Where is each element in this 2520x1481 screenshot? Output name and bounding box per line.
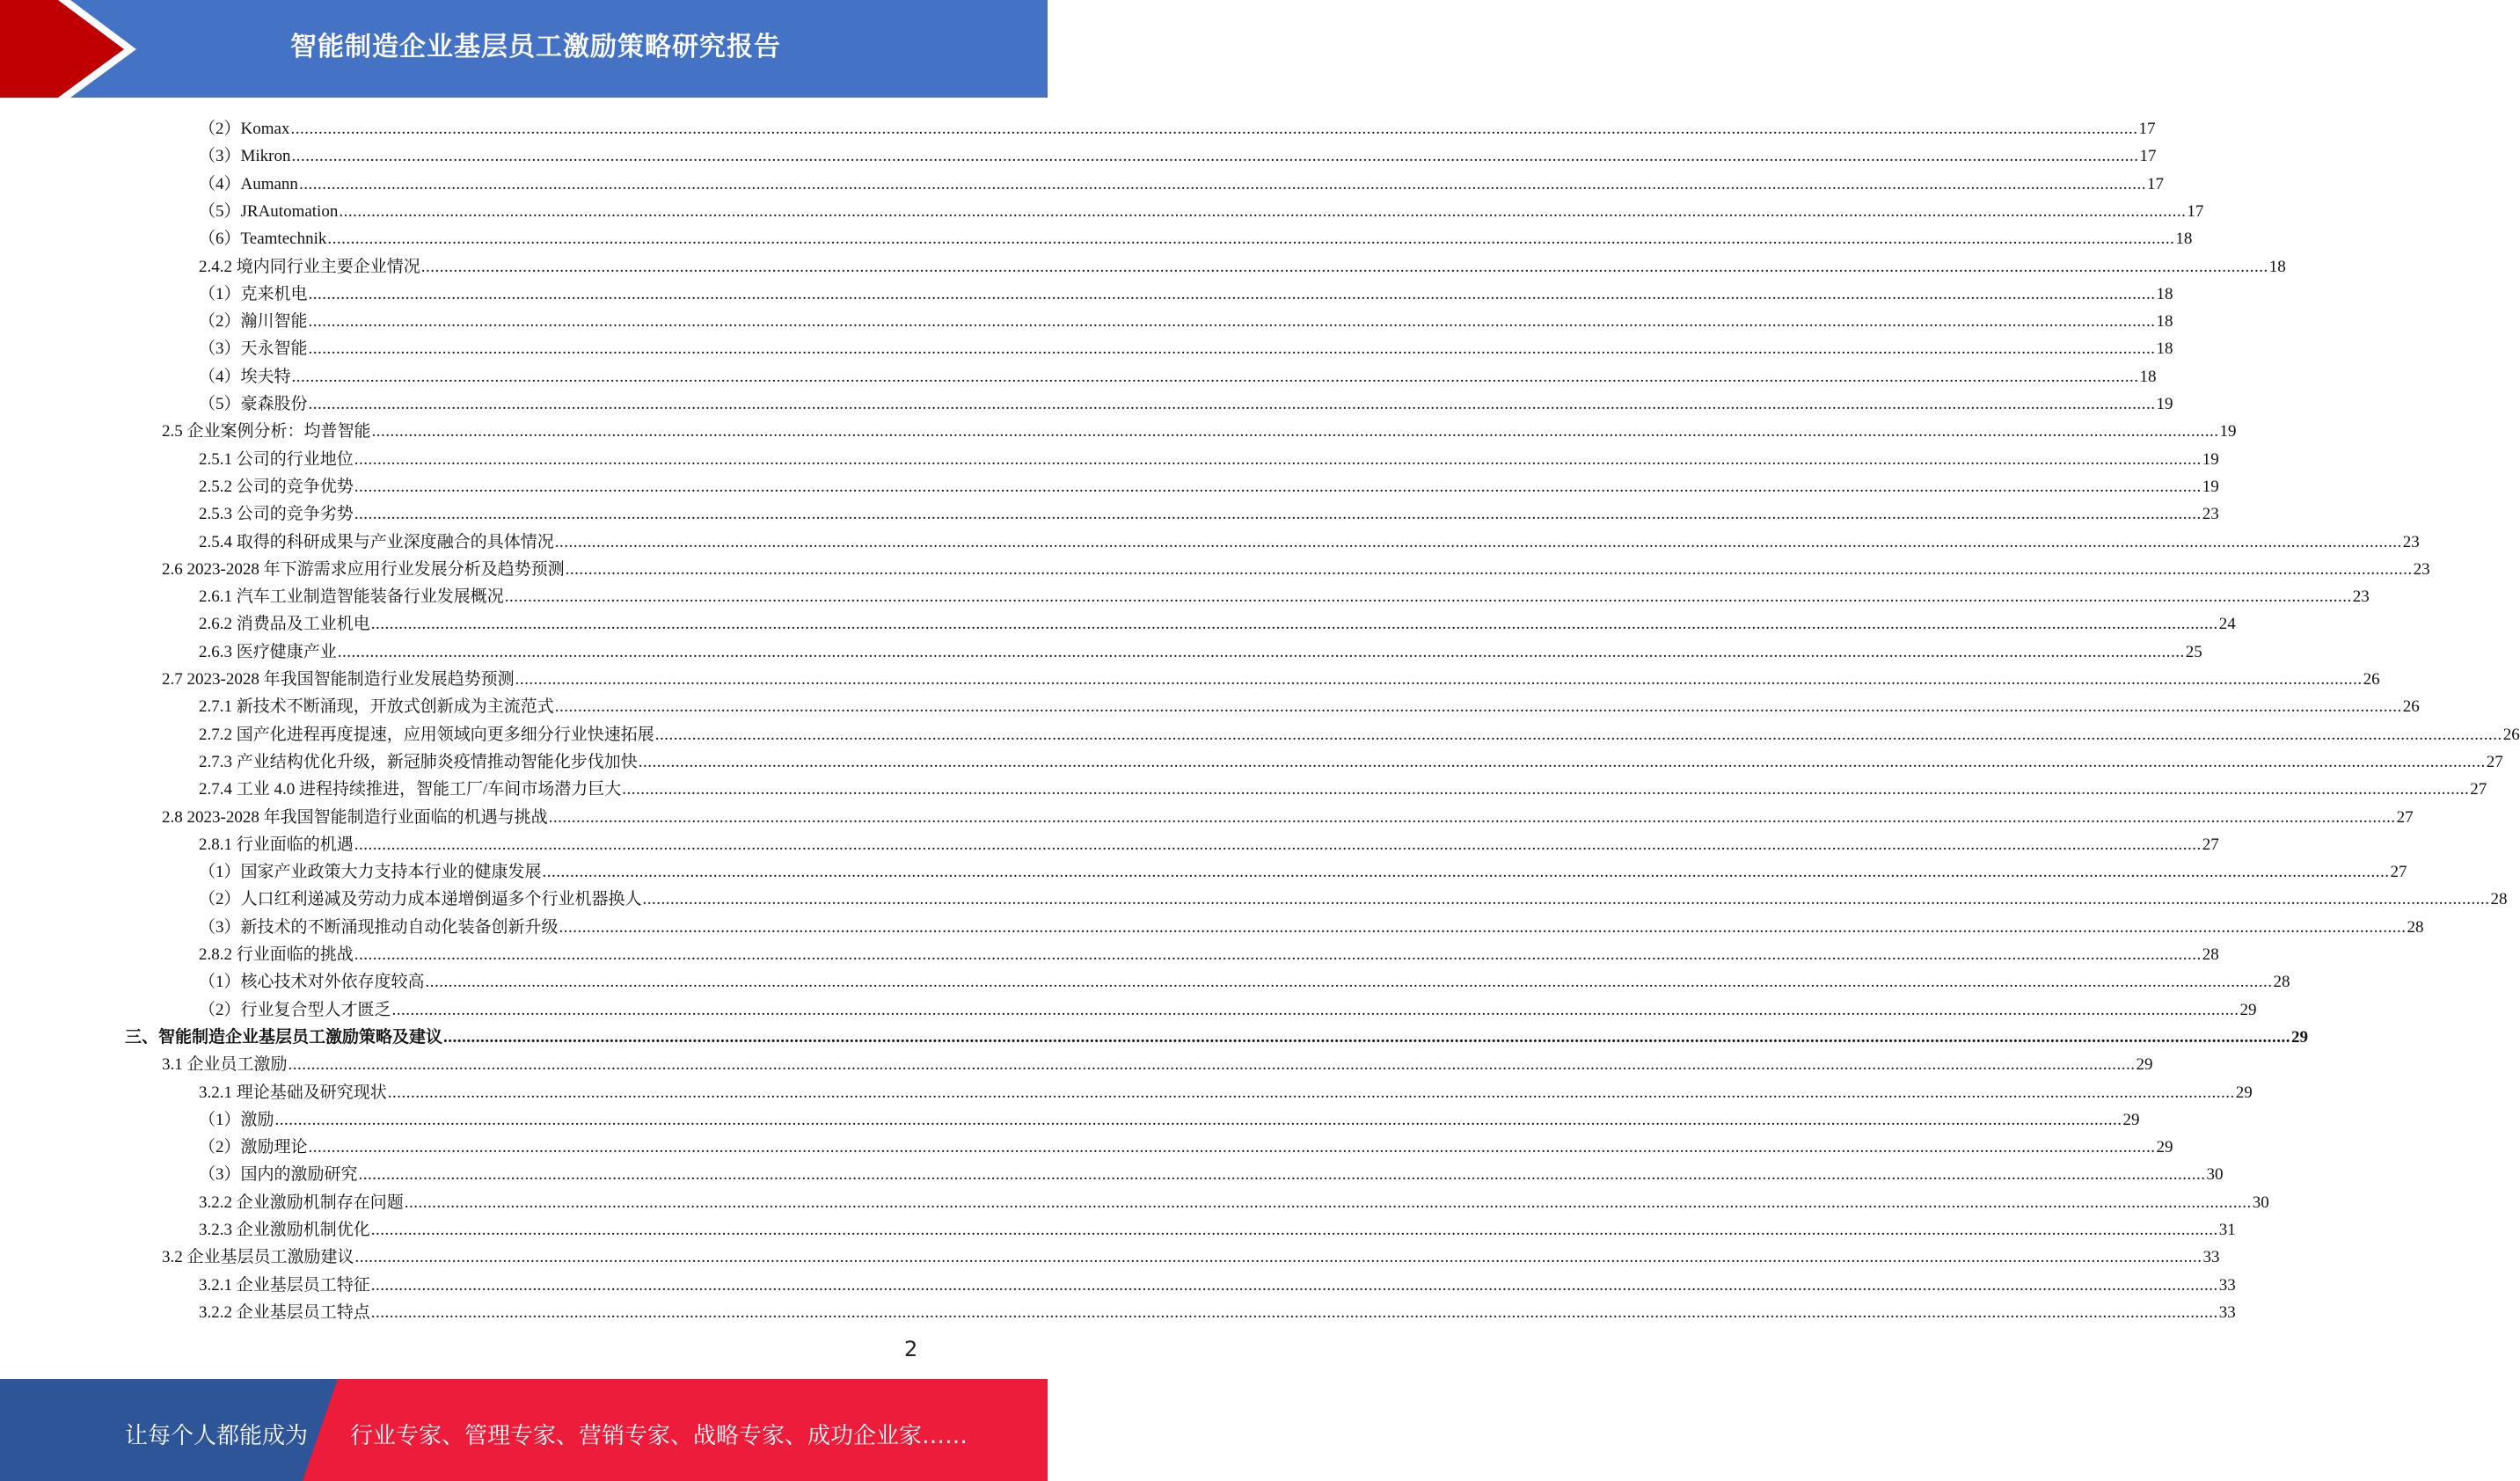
toc-entry-page: 17	[2146, 174, 2164, 193]
toc-entry-title: （2）行业复合型人才匮乏	[199, 1000, 391, 1019]
header-title: 智能制造企业基层员工激励策略研究报告	[290, 32, 781, 62]
toc-leader-dots: ................................................................................................................................................................................................................................................................................................................................................................................................................	[370, 1275, 2218, 1295]
toc-entry[interactable]	[199, 471, 2219, 498]
header-red-arrow	[0, 0, 124, 98]
toc-entry-title: （2）激励理论	[199, 1138, 308, 1157]
toc-entry-page: 19	[2156, 395, 2173, 413]
toc-entry[interactable]	[199, 498, 2219, 525]
toc-entry-title: 3.2.1 企业基层员工特征	[199, 1275, 370, 1295]
toc-entry[interactable]	[199, 1158, 2224, 1186]
toc-entry-page: 30	[2252, 1193, 2269, 1212]
toc-leader-dots: ................................................................................................................................................................................................................................................................................................................................................................................................................	[337, 642, 2185, 661]
toc-leader-dots: ................................................................................................................................................................................................................................................................................................................................................................................................................	[308, 1138, 2156, 1157]
toc-entry[interactable]	[199, 251, 2286, 278]
toc-entry-title: 3.2.1 理论基础及研究现状	[199, 1083, 387, 1102]
toc-entry[interactable]	[162, 1241, 2220, 1268]
toc-entry-page: 26	[2402, 697, 2420, 717]
toc-entry-title: （3）新技术的不断涌现推动自动化装备创新升级	[199, 917, 559, 937]
toc-entry-page: 28	[2273, 973, 2290, 992]
toc-entry-page: 27	[2202, 835, 2219, 854]
toc-leader-dots: ................................................................................................................................................................................................................................................................................................................................................................................................................	[354, 1248, 2202, 1267]
toc-entry-page: 29	[2239, 1000, 2257, 1019]
toc-entry-title: 2.5.1 公司的行业地位	[199, 449, 354, 469]
toc-leader-dots: ................................................................................................................................................................................................................................................................................................................................................................................................................	[358, 1165, 2206, 1185]
toc-entry[interactable]	[199, 636, 2202, 663]
toc-entry[interactable]	[199, 690, 2420, 718]
toc-leader-dots: ................................................................................................................................................................................................................................................................................................................................................................................................................	[554, 532, 2402, 551]
toc-leader-dots: ................................................................................................................................................................................................................................................................................................................................................................................................................	[308, 395, 2156, 413]
toc-entry-page: 29	[2136, 1055, 2153, 1075]
toc-leader-dots: ................................................................................................................................................................................................................................................................................................................................................................................................................	[559, 917, 2407, 937]
toc-entry-page: 18	[2156, 284, 2173, 303]
toc-entry[interactable]	[199, 1214, 2236, 1241]
toc-entry-title: 2.8.1 行业面临的机遇	[199, 835, 354, 854]
toc-leader-dots: ................................................................................................................................................................................................................................................................................................................................................................................................................	[370, 1302, 2218, 1322]
toc-entry-title: 2.4.2 境内同行业主要企业情况	[199, 257, 420, 276]
toc-entry[interactable]	[199, 719, 2520, 746]
toc-leader-dots: ................................................................................................................................................................................................................................................................................................................................................................................................................	[565, 559, 2413, 579]
toc-entry-title: 3.2.3 企业激励机制优化	[199, 1221, 370, 1239]
toc-entry-page: 27	[2486, 752, 2503, 771]
toc-entry-page: 23	[2413, 559, 2430, 579]
toc-entry-page: 18	[2139, 367, 2157, 386]
toc-entry-title: （2）人口红利递减及劳动力成本递增倒逼多个行业机器换人	[199, 890, 642, 909]
toc-leader-dots: ................................................................................................................................................................................................................................................................................................................................................................................................................	[291, 367, 2139, 386]
toc-entry-title: 2.5 企业案例分析：均普智能	[162, 422, 371, 441]
toc-entry-page: 17	[2139, 147, 2157, 166]
toc-leader-dots: ................................................................................................................................................................................................................................................................................................................................................................................................................	[308, 284, 2156, 303]
toc-leader-dots: ................................................................................................................................................................................................................................................................................................................................................................................................................	[354, 835, 2202, 854]
toc-entry[interactable]	[199, 883, 2508, 910]
toc-leader-dots: ................................................................................................................................................................................................................................................................................................................................................................................................................	[420, 257, 2268, 276]
toc-entry-page: 28	[2490, 890, 2508, 909]
toc-leader-dots: ................................................................................................................................................................................................................................................................................................................................................................................................................	[515, 670, 2363, 689]
toc-entry[interactable]	[125, 1021, 2309, 1048]
toc-entry[interactable]	[199, 1186, 2269, 1214]
toc-entry-page: 26	[2502, 725, 2520, 744]
toc-entry[interactable]	[199, 828, 2219, 856]
toc-leader-dots: ................................................................................................................................................................................................................................................................................................................................................................................................................	[288, 1055, 2136, 1075]
toc-leader-dots: ................................................................................................................................................................................................................................................................................................................................................................................................................	[642, 890, 2490, 909]
toc-entry-page: 33	[2218, 1302, 2236, 1322]
toc-entry[interactable]	[199, 113, 2156, 140]
toc-leader-dots: ................................................................................................................................................................................................................................................................................................................................................................................................................	[554, 697, 2402, 717]
toc-leader-dots: ................................................................................................................................................................................................................................................................................................................................................................................................................	[308, 312, 2156, 332]
toc-leader-dots: ................................................................................................................................................................................................................................................................................................................................................................................................................	[354, 505, 2202, 524]
toc-entry-page: 19	[2202, 449, 2219, 469]
toc-entry-title: 3.2.2 企业基层员工特点	[199, 1302, 370, 1322]
toc-leader-dots: ................................................................................................................................................................................................................................................................................................................................................................................................................	[548, 807, 2396, 827]
toc-entry[interactable]	[199, 608, 2236, 635]
toc-entry[interactable]	[199, 388, 2173, 415]
toc-entry[interactable]	[199, 966, 2290, 993]
toc-entry[interactable]	[199, 140, 2157, 167]
toc-leader-dots: ................................................................................................................................................................................................................................................................................................................................................................................................................	[387, 1083, 2235, 1102]
toc-entry[interactable]	[199, 994, 2257, 1021]
toc-entry[interactable]	[162, 553, 2430, 580]
toc-entry-title: 2.6 2023-2028 年下游需求应用行业发展分析及趋势预测	[162, 559, 565, 579]
toc-entry-title: （1）克来机电	[199, 284, 308, 303]
toc-entry[interactable]	[162, 415, 2237, 442]
toc-entry[interactable]	[199, 332, 2173, 360]
toc-leader-dots: ................................................................................................................................................................................................................................................................................................................................................................................................................	[370, 1221, 2218, 1239]
toc-entry[interactable]	[199, 1104, 2140, 1131]
page-footer	[0, 1379, 1048, 1481]
toc-leader-dots: ................................................................................................................................................................................................................................................................................................................................................................................................................	[290, 120, 2138, 138]
toc-entry[interactable]	[199, 443, 2219, 471]
toc-leader-dots: ................................................................................................................................................................................................................................................................................................................................................................................................................	[404, 1193, 2252, 1212]
toc-entry-title: 2.8.2 行业面临的挑战	[199, 945, 354, 964]
footer-right-text: 行业专家、管理专家、营销专家、战略专家、成功企业家……	[350, 1423, 968, 1449]
toc-entry[interactable]	[162, 801, 2414, 828]
toc-entry-title: 3.1 企业员工激励	[162, 1055, 288, 1075]
toc-entry-title: （5）豪森股份	[199, 395, 308, 413]
toc-entry[interactable]	[199, 223, 2193, 250]
toc-entry-page: 19	[2219, 422, 2237, 441]
toc-entry-title: （6）Teamtechnik	[199, 230, 327, 249]
footer-left-text: 让每个人都能成为	[125, 1423, 309, 1449]
toc-entry-title: 2.7.3 产业结构优化升级，新冠肺炎疫情推动智能化步伐加快	[199, 752, 638, 771]
toc-entry-title: 2.7.4 工业 4.0 进程持续推进，智能工厂/车间市场潜力巨大	[199, 780, 622, 799]
toc-leader-dots: ................................................................................................................................................................................................................................................................................................................................................................................................................	[274, 1110, 2122, 1129]
toc-entry[interactable]	[199, 856, 2407, 883]
toc-entry[interactable]	[199, 1269, 2236, 1296]
toc-entry-title: 3.2.2 企业激励机制存在问题	[199, 1193, 404, 1212]
toc-leader-dots: ................................................................................................................................................................................................................................................................................................................................................................................................................	[638, 752, 2486, 771]
toc-entry-title: 2.5.4 取得的科研成果与产业深度融合的具体情况	[199, 532, 554, 551]
toc-entry-title: 2.5.3 公司的竞争劣势	[199, 505, 354, 524]
toc-leader-dots: ................................................................................................................................................................................................................................................................................................................................................................................................................	[504, 587, 2352, 607]
toc-entry[interactable]	[199, 361, 2157, 388]
toc-entry-title: 2.6.1 汽车工业制造智能装备行业发展概况	[199, 587, 504, 607]
toc-entry[interactable]	[199, 911, 2424, 938]
toc-entry-page: 29	[2122, 1110, 2140, 1129]
toc-leader-dots: ................................................................................................................................................................................................................................................................................................................................................................................................................	[308, 339, 2156, 359]
toc-entry-page: 33	[2202, 1248, 2220, 1267]
toc-entry-title: （1）国家产业政策大力支持本行业的健康发展	[199, 863, 542, 882]
toc-leader-dots: ................................................................................................................................................................................................................................................................................................................................................................................................................	[339, 201, 2187, 221]
toc-entry-title: （3）Mikron	[199, 147, 291, 166]
toc-entry-title: 三、智能制造企业基层员工激励策略及建议	[125, 1027, 443, 1047]
toc-entry-page: 33	[2218, 1275, 2236, 1295]
toc-entry-page: 29	[2235, 1083, 2253, 1102]
toc-entry-page: 17	[2187, 201, 2204, 221]
toc-entry-title: （3）天永智能	[199, 339, 308, 359]
toc-entry[interactable]	[199, 1131, 2173, 1158]
toc-entry-title: 2.7.2 国产化进程再度提速，应用领域向更多细分行业快速拓展	[199, 725, 654, 744]
toc-entry-page: 27	[2396, 807, 2414, 827]
toc-leader-dots: ................................................................................................................................................................................................................................................................................................................................................................................................................	[327, 230, 2175, 249]
toc-leader-dots: ................................................................................................................................................................................................................................................................................................................................................................................................................	[654, 725, 2502, 744]
toc-entry-title: （1）激励	[199, 1110, 274, 1129]
toc-leader-dots: ................................................................................................................................................................................................................................................................................................................................................................................................................	[291, 147, 2139, 166]
toc-entry-page: 29	[2156, 1138, 2173, 1157]
toc-leader-dots: ................................................................................................................................................................................................................................................................................................................................................................................................................	[542, 863, 2390, 882]
toc-entry-title: （2）瀚川智能	[199, 312, 308, 332]
toc-entry-page: 31	[2218, 1221, 2236, 1239]
toc-entry[interactable]	[199, 305, 2173, 332]
toc-entry-page: 23	[2352, 587, 2370, 607]
toc-entry-page: 30	[2206, 1165, 2224, 1185]
toc-entry-page: 28	[2202, 945, 2219, 964]
toc-entry-title: （5）JRAutomation	[199, 201, 339, 221]
toc-leader-dots: ................................................................................................................................................................................................................................................................................................................................................................................................................	[354, 945, 2202, 964]
toc-entry-title: 2.7.1 新技术不断涌现，开放式创新成为主流范式	[199, 697, 554, 717]
toc-leader-dots: ................................................................................................................................................................................................................................................................................................................................................................................................................	[391, 1000, 2239, 1019]
toc-leader-dots: ................................................................................................................................................................................................................................................................................................................................................................................................................	[298, 174, 2146, 193]
toc-entry-title: 2.6.2 消费品及工业机电	[199, 615, 370, 634]
toc-entry[interactable]	[199, 580, 2370, 608]
page-header	[0, 0, 1048, 98]
toc-entry[interactable]	[199, 195, 2204, 223]
toc-entry-title: 2.7 2023-2028 年我国智能制造行业发展趋势预测	[162, 670, 515, 689]
toc-entry-page: 26	[2363, 670, 2380, 689]
toc-entry-title: （4）埃夫特	[199, 367, 291, 386]
toc-leader-dots: ................................................................................................................................................................................................................................................................................................................................................................................................................	[443, 1027, 2291, 1047]
toc-entry-page: 24	[2218, 615, 2236, 634]
toc-leader-dots: ................................................................................................................................................................................................................................................................................................................................................................................................................	[354, 449, 2202, 469]
toc-entry-page: 27	[2470, 780, 2487, 799]
toc-entry-title: 2.8 2023-2028 年我国智能制造行业面临的机遇与挑战	[162, 807, 548, 827]
toc-entry[interactable]	[199, 1076, 2253, 1104]
toc-entry-page: 23	[2402, 532, 2420, 551]
toc-entry[interactable]	[199, 168, 2164, 195]
toc-entry-page: 17	[2138, 120, 2156, 138]
toc-entry[interactable]	[199, 773, 2487, 800]
toc-entry-title: 3.2 企业基层员工激励建议	[162, 1248, 354, 1267]
toc-entry-title: （1）核心技术对外依存度较高	[199, 973, 425, 992]
toc-entry[interactable]	[199, 278, 2173, 305]
toc-entry-page: 19	[2202, 477, 2219, 496]
toc-entry-page: 18	[2268, 257, 2286, 276]
toc-entry-page: 18	[2156, 312, 2173, 332]
toc-entry-title: 2.6.3 医疗健康产业	[199, 642, 337, 661]
toc-entry-title: 2.5.2 公司的竞争优势	[199, 477, 354, 496]
toc-entry-page: 23	[2202, 505, 2219, 524]
toc-leader-dots: ................................................................................................................................................................................................................................................................................................................................................................................................................	[371, 422, 2219, 441]
toc-entry-page: 27	[2390, 863, 2407, 882]
toc-leader-dots: ................................................................................................................................................................................................................................................................................................................................................................................................................	[622, 780, 2470, 799]
toc-entry-page: 25	[2185, 642, 2202, 661]
toc-entry[interactable]	[199, 746, 2503, 773]
page-number: 2	[904, 1337, 918, 1361]
toc-entry-page: 18	[2175, 230, 2193, 249]
toc-entry-title: （3）国内的激励研究	[199, 1165, 358, 1185]
toc-leader-dots: ................................................................................................................................................................................................................................................................................................................................................................................................................	[354, 477, 2202, 496]
toc-entry-title: （2）Komax	[199, 120, 290, 138]
toc-entry[interactable]	[199, 938, 2219, 966]
toc-entry[interactable]	[162, 663, 2380, 690]
toc-entry[interactable]	[162, 1048, 2153, 1076]
toc-entry-page: 18	[2156, 339, 2173, 359]
toc-leader-dots: ................................................................................................................................................................................................................................................................................................................................................................................................................	[370, 615, 2218, 634]
toc-leader-dots: ................................................................................................................................................................................................................................................................................................................................................................................................................	[425, 973, 2273, 992]
toc-entry[interactable]	[199, 1296, 2236, 1324]
toc-entry[interactable]	[199, 526, 2420, 553]
toc-entry-title: （4）Aumann	[199, 174, 298, 193]
toc-entry-page: 29	[2291, 1027, 2309, 1047]
toc-entry-page: 28	[2407, 917, 2424, 937]
